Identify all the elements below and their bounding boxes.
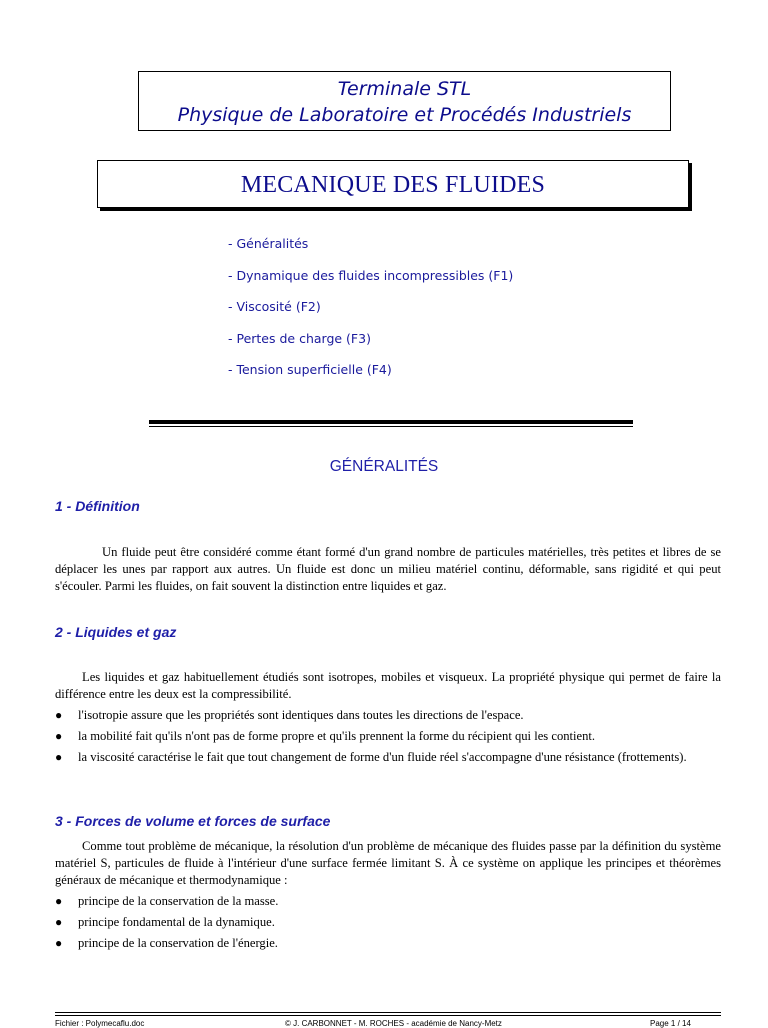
toc-item: - Pertes de charge (F3) [228, 330, 371, 346]
bullet-list-principles [55, 893, 721, 956]
header-box [138, 71, 671, 131]
list-item-text: principe de la conservation de l'énergie. [78, 936, 278, 950]
footer-filename: Fichier : Polymecaflu.doc [55, 1019, 145, 1028]
list-item [55, 707, 721, 724]
list-item-text: la viscosité caractérise le fait que tout changement de forme d'un fluide réel s'accompagne d'une résistance (frottements). [78, 750, 687, 764]
heading-liquides-gaz: 2 - Liquides et gaz [55, 624, 177, 640]
paragraph-definition [55, 544, 721, 595]
bullet-icon: ● [55, 894, 63, 908]
list-item [55, 935, 721, 952]
bullet-icon: ● [55, 708, 63, 722]
section-title: GÉNÉRALITÉS [329, 458, 439, 475]
paragraph-text: Les liquides et gaz habituellement étudiés sont isotropes, mobiles et visqueux. La propriété physique qui permet de faire la différence entre les deux est la compressibilité. [55, 670, 721, 701]
heading-definition: 1 - Définition [55, 498, 140, 514]
paragraph-text: Comme tout problème de mécanique, la résolution d'un problème de mécanique des fluides passe par la définition du système matériel S, particules de fluide à l'intérieur d'une surface fermée limitant S. À ce système on applique les principes et théorèmes généraux de mécanique et thermodynamique : [55, 839, 721, 887]
divider-thin [149, 426, 633, 427]
toc-item: - Tension superficielle (F4) [228, 362, 392, 377]
bullet-list-properties [55, 707, 721, 770]
table-of-contents [228, 235, 513, 393]
list-item-text: la mobilité fait qu'ils n'ont pas de forme propre et qu'ils prennent la forme du récipient qui les contient. [78, 729, 596, 743]
course-level: Terminale STL [337, 78, 472, 100]
toc-item: - Généralités [228, 236, 309, 251]
list-item-text: principe de la conservation de la masse. [78, 894, 279, 908]
bullet-icon: ● [55, 750, 63, 764]
list-item [55, 749, 721, 766]
document-title-box [97, 160, 689, 208]
list-item [55, 893, 721, 910]
toc-item: - Viscosité (F2) [228, 299, 321, 314]
paragraph-liquides-gaz [55, 669, 721, 703]
footer-divider-thin [55, 1015, 721, 1016]
list-item-text: principe fondamental de la dynamique. [78, 915, 275, 929]
list-item [55, 914, 721, 931]
course-subject: Physique de Laboratoire et Procédés Industriels [177, 104, 632, 126]
toc-item: - Dynamique des fluides incompressibles (F1) [228, 267, 514, 283]
bullet-icon: ● [55, 936, 63, 950]
footer-copyright: © J. CARBONNET - M. ROCHES - académie de Nancy-Metz [285, 1019, 502, 1028]
footer-divider [55, 1012, 721, 1013]
bullet-icon: ● [55, 729, 63, 743]
document-title: MECANIQUE DES FLUIDES [240, 172, 546, 198]
list-item [55, 728, 721, 745]
list-item-text: l'isotropie assure que les propriétés sont identiques dans toutes les directions de l'espace. [78, 708, 524, 722]
footer-page-number: Page 1 / 14 [650, 1019, 691, 1028]
bullet-icon: ● [55, 915, 63, 929]
paragraph-text: Un fluide peut être considéré comme étant formé d'un grand nombre de particules matérielles, très petites et libres de se déplacer les unes par rapport aux autres. Un fluide est donc un milieu matériel continu, déformable, sans rigidité et qui peut s'écouler. Parmi les fluides, on fait souvent la distinction entre liquides et gaz. [55, 545, 721, 593]
divider [149, 420, 633, 424]
heading-forces: 3 - Forces de volume et forces de surface [55, 813, 331, 829]
paragraph-forces [55, 838, 721, 889]
